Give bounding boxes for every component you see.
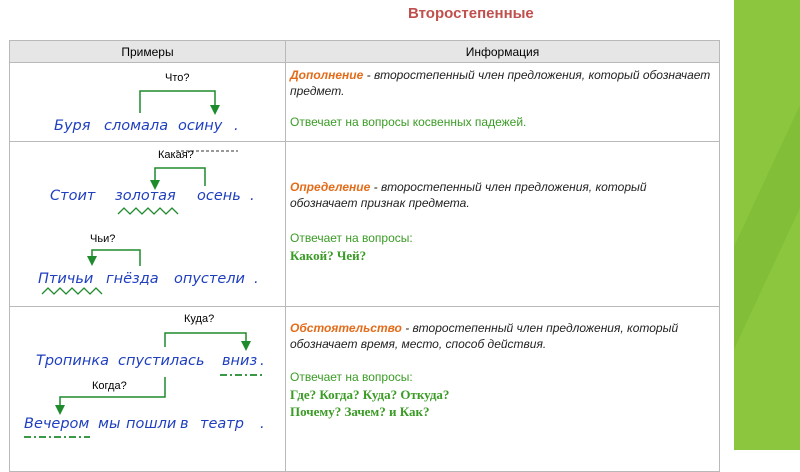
example-word: гнёзда [106,271,159,287]
question-arrow [92,250,140,266]
example-period: . [260,353,265,369]
question-arrow [155,168,205,186]
term-description: - второстепенный член предложения, который обозначает предмет. [290,68,711,98]
example-word: Буря [54,118,91,134]
example-word: пошли [126,416,177,432]
answer-questions: Почему? Зачем? и Как? [290,403,430,419]
arrow-head [241,341,251,351]
example-word: спустилась [118,353,205,369]
question-label: Что? [165,72,190,84]
header-information: Информация [286,41,720,63]
examples-cell [10,63,286,142]
attribute-wavy-underline [42,288,102,294]
example-word: в [180,416,189,432]
table-row [10,63,720,142]
example-period: . [234,118,239,134]
example-period: . [254,271,259,287]
example-period: . [260,416,265,432]
answers-label: Отвечает на вопросы: [290,231,413,245]
example-word: мы [98,416,121,432]
question-label: Какая? [158,149,194,161]
question-arrow [140,91,215,113]
arrow-head [87,256,97,266]
attribute-wavy-underline [118,208,178,214]
arrow-head [55,405,65,415]
arrow-head [210,105,220,115]
question-arrow [165,333,246,347]
example-word: театр [200,416,244,432]
info-table [9,40,720,472]
term-label: Определение [290,180,371,194]
term-label: Обстоятельство [290,321,402,335]
term-label: Дополнение [290,68,364,82]
table-row [10,307,720,472]
examples-cell [10,142,286,307]
example-word: Тропинка [36,353,109,369]
answer-questions: Где? Когда? Куда? Откуда? [290,386,450,402]
page-title: Второстепенные [408,5,534,22]
example-word-circumstance: Вечером [24,416,90,432]
table-header-row [10,41,720,63]
info-cell [286,307,720,472]
decorative-side-panel [734,0,800,450]
example-period: . [250,188,255,204]
example-word-attribute: золотая [115,188,176,204]
example-word-attribute: Птичьи [38,271,94,287]
info-cell [286,142,720,307]
example-word: сломала [104,118,169,134]
question-label: Куда? [184,313,215,325]
info-cell [286,63,720,142]
term-description: - второстепенный член предложения, который обозначает время, место, способ действия. [290,321,679,351]
question-label: Когда? [92,380,127,392]
example-word: Стоит [50,188,96,204]
examples-cell [10,307,286,472]
answers-label: Отвечает на вопросы косвенных падежей. [290,115,527,129]
example-word-circumstance: вниз [222,353,258,369]
header-examples: Примеры [10,41,286,63]
example-word: опустели [174,271,245,287]
table-row [10,142,720,307]
term-description: - второстепенный член предложения, который обозначает признак предмета. [290,180,647,210]
question-label: Чьи? [90,233,116,245]
answer-questions: Какой? Чей? [290,247,367,263]
example-word-object: осину [178,118,223,134]
example-word: осень [197,188,241,204]
syntax-arrow-diagram [10,307,286,471]
answers-label: Отвечает на вопросы: [290,370,413,384]
